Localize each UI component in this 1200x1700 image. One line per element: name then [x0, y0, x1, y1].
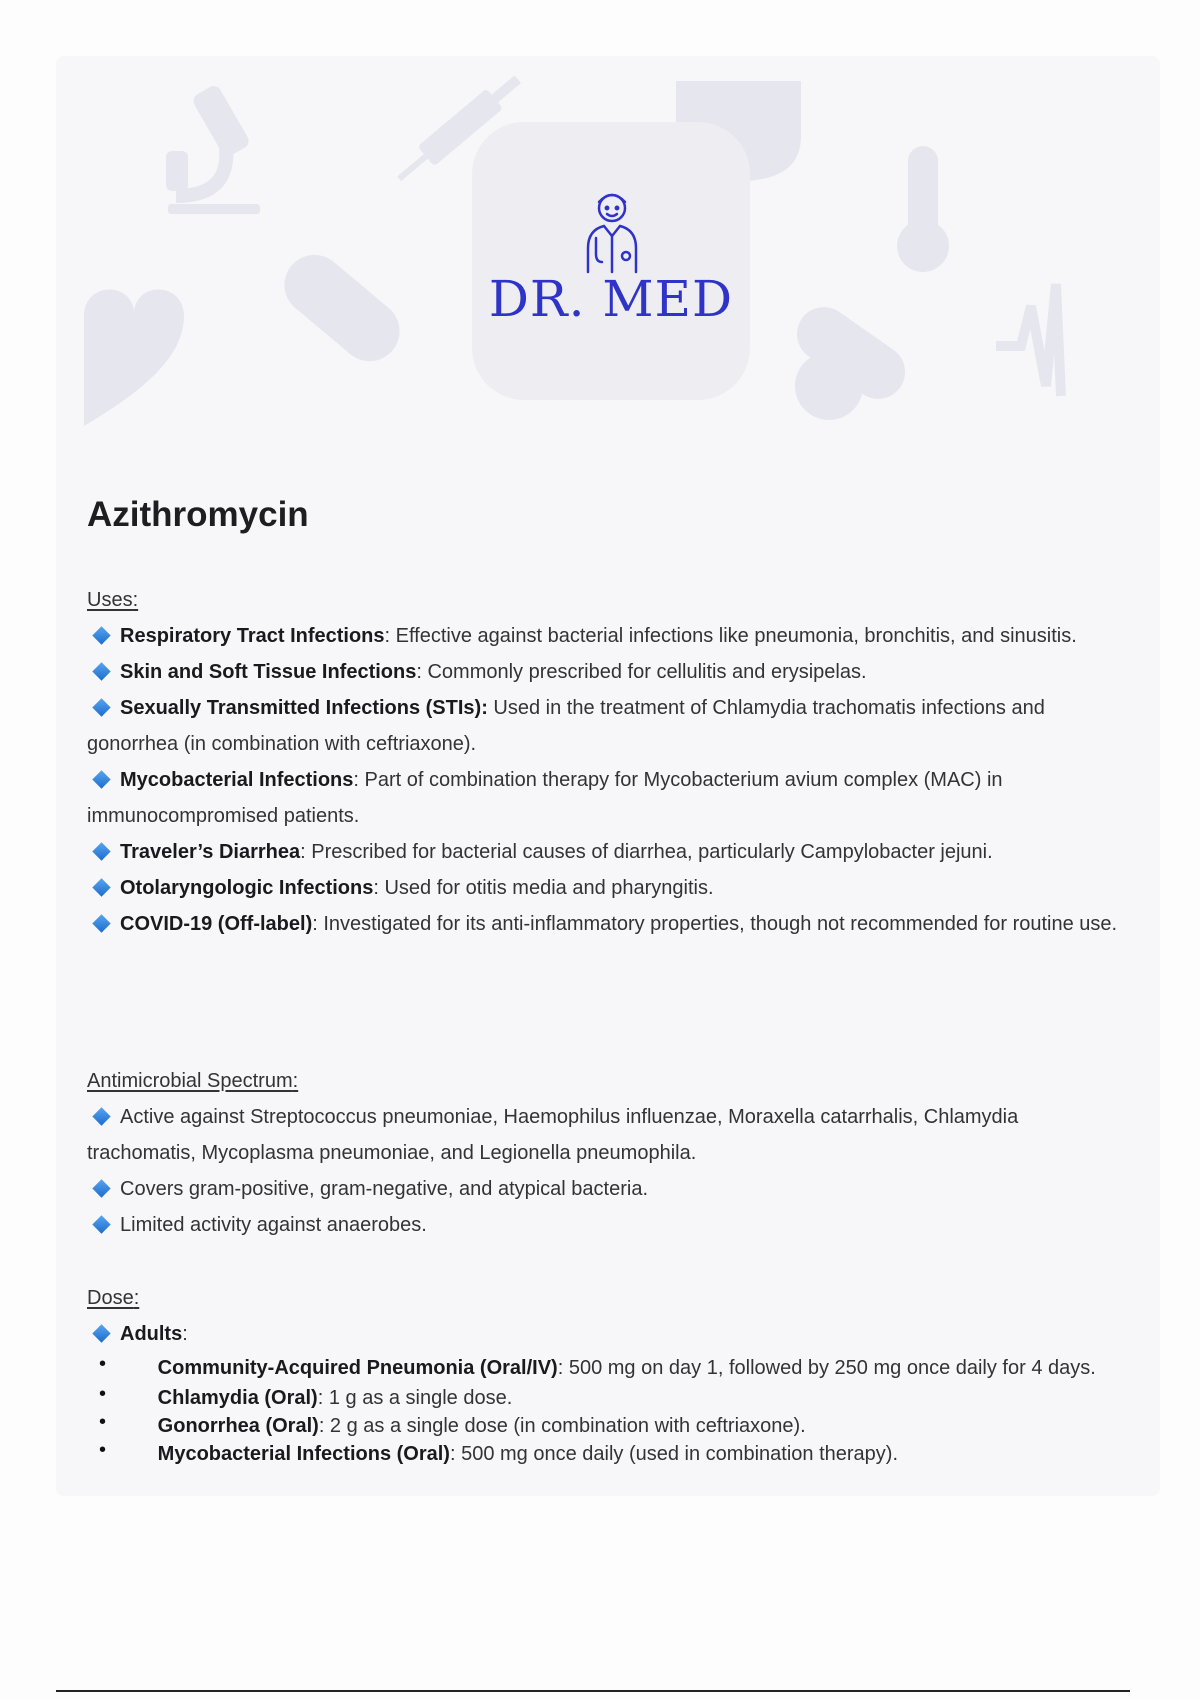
item-text: : 1 g as a single dose.: [317, 1387, 513, 1409]
heart-icon: [84, 289, 184, 426]
diamond-bullet-icon: [92, 1180, 110, 1198]
diamond-bullet-icon: [92, 843, 110, 861]
spectrum-heading: Antimicrobial Spectrum:: [87, 1070, 299, 1092]
item-term: Skin and Soft Tissue Infections: [120, 661, 417, 683]
dot-bullet-icon: •: [99, 1411, 107, 1433]
item-text: : 500 mg on day 1, followed by 250 mg once daily for 4 days.: [557, 1357, 1096, 1379]
dot-bullet-icon: •: [99, 1353, 107, 1375]
list-item: [87, 618, 1127, 654]
item-term: Sexually Transmitted Infections (STIs):: [120, 697, 488, 719]
uses-heading: Uses:: [87, 589, 139, 611]
dose-group-label: Adults: [120, 1323, 183, 1345]
item-text: : 500 mg once daily (used in combination therapy).: [449, 1443, 898, 1465]
diamond-bullet-icon: [92, 915, 110, 933]
list-item: [87, 654, 1127, 690]
item-term: Respiratory Tract Infections: [120, 625, 385, 647]
item-text: : Commonly prescribed for cellulitis and erysipelas.: [416, 661, 867, 683]
item-text: Covers gram-positive, gram-negative, and atypical bacteria.: [120, 1178, 649, 1200]
list-item: [87, 1171, 1127, 1207]
list-item: [87, 1099, 1127, 1171]
page-title: Azithromycin: [87, 495, 309, 534]
item-term: Otolaryngologic Infections: [120, 877, 374, 899]
diamond-bullet-icon: [92, 1325, 110, 1343]
diamond-bullet-icon: [92, 699, 110, 717]
item-text: Used in the treatment of Chlamydia trachomatis infections and gonorrhea (in combination with ceftriaxone).: [87, 697, 1045, 755]
list-item: [87, 1384, 1127, 1412]
list-item: [87, 1440, 1127, 1468]
list-item: [87, 906, 1127, 942]
list-item: [87, 1207, 1127, 1243]
item-term: Traveler’s Diarrhea: [120, 841, 301, 863]
item-term: Chlamydia (Oral): [157, 1387, 318, 1409]
doctor-icon: [574, 186, 650, 274]
list-item: [87, 1412, 1127, 1440]
uses-list: [87, 618, 1127, 942]
item-text: Active against Streptococcus pneumoniae, Haemophilus influenzae, Moraxella catarrhalis, Chlamydia trachomatis, Mycoplasma pneumoniae, and Legionella pneumophila.: [87, 1106, 1019, 1164]
item-term: Mycobacterial Infections (Oral): [157, 1443, 450, 1465]
item-text: : Used for otitis media and pharyngitis.: [373, 877, 714, 899]
diamond-bullet-icon: [92, 627, 110, 645]
uses-heading-label: Uses: [87, 589, 133, 611]
dose-group: [87, 1316, 1127, 1352]
item-text: : Effective against bacterial infections like pneumonia, bronchitis, and sinusitis.: [384, 625, 1077, 647]
item-text: : Investigated for its anti-inflammatory properties, though not recommended for routine use.: [312, 913, 1118, 935]
pulse-icon: [996, 284, 1061, 396]
item-term: Gonorrhea (Oral): [157, 1415, 319, 1437]
dose-heading-label: Dose: [87, 1287, 134, 1309]
list-item: [87, 1354, 1127, 1382]
footer-divider: [56, 1690, 1130, 1692]
pill-icon: [786, 296, 915, 420]
item-term: Mycobacterial Infections: [120, 769, 354, 791]
diamond-bullet-icon: [92, 1108, 110, 1126]
item-term: COVID-19 (Off-label): [120, 913, 313, 935]
item-text: Limited activity against anaerobes.: [120, 1214, 427, 1236]
dot-bullet-icon: •: [99, 1383, 107, 1405]
list-item: [87, 870, 1127, 906]
item-text: : Part of combination therapy for Mycobacterium avium complex (MAC) in immunocompromised patients.: [87, 769, 1003, 827]
item-term: Community-Acquired Pneumonia (Oral/IV): [157, 1357, 558, 1379]
dose-group-item: Adults:: [87, 1316, 1127, 1352]
bandage-icon: [272, 243, 412, 374]
spectrum-list: [87, 1099, 1127, 1243]
dose-list: [87, 1354, 1127, 1468]
dot-bullet-icon: •: [99, 1439, 107, 1461]
brand-logo-text: DR. MED: [488, 270, 734, 328]
diamond-bullet-icon: [92, 663, 110, 681]
diamond-bullet-icon: [92, 771, 110, 789]
list-item: [87, 762, 1127, 834]
item-text: : Prescribed for bacterial causes of diarrhea, particularly Campylobacter jejuni.: [300, 841, 993, 863]
diamond-bullet-icon: [92, 879, 110, 897]
item-text: : 2 g as a single dose (in combination with ceftriaxone).: [318, 1415, 806, 1437]
thermometer-icon: [897, 146, 949, 272]
microscope-icon: [166, 83, 260, 214]
list-item: [87, 834, 1127, 870]
diamond-bullet-icon: [92, 1216, 110, 1234]
dose-heading: Dose:: [87, 1287, 140, 1309]
spectrum-heading-label: Antimicrobial Spectrum: [87, 1070, 293, 1092]
list-item: [87, 690, 1127, 762]
